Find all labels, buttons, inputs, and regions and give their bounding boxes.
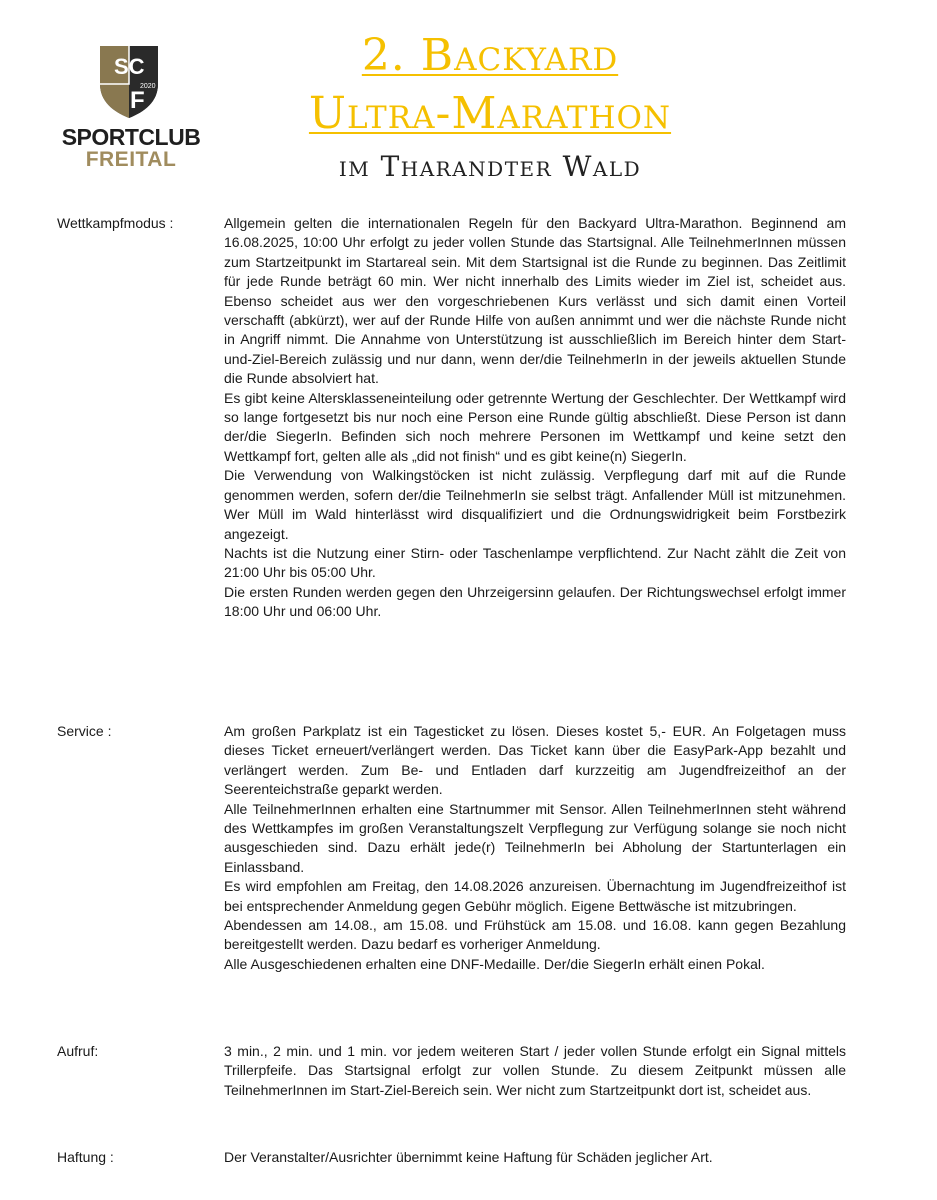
section-content [224, 1042, 846, 1100]
paragraph: Es gibt keine Altersklasseneinteilung oder getrennte Wertung der Geschlechter. Der Wettkampf wird so lange fortgesetzt bis nur noch eine Person eine Runde gültig abschließt. Diese Person ist dann der/die SiegerIn. Befinden sich noch mehrere Personen im Wettkampf und keine setzt den Wettkampf fort, gelten alle als „did not finish“ und es gibt keine(n) SiegerIn. [224, 389, 846, 464]
section-label: Wettkampfmodus : [57, 215, 174, 231]
svg-text:F: F [130, 87, 145, 114]
title-line1: 2. Backyard [361, 30, 619, 81]
section-content [224, 1148, 846, 1167]
paragraph: Allgemein gelten die internationalen Regeln für den Backyard Ultra-Marathon. Beginnend am 16.08.2025, 10:00 Uhr erfolgt zu jeder vollen Stunde das Startsignal. Alle TeilnehmerInnen müssen zum Startzeitpunkt im Startareal sein. Mit dem Startsignal ist die Runde zu beginnen. Das Zeitlimit für jede Runde beträgt 60 min. Wer nicht innerhalb des Limits wieder im Ziel ist, scheidet aus. Ebenso scheidet aus wer den vorgeschriebenen Kurs verlässt und sich damit einen Vorteil verschafft (abkürzt), wer auf der Runde Hilfe von außen annimmt und wer die nächste Runde nicht in Angriff nimmt. Die Annahme von Unterstützung ist ausschließlich im Bereich hinter dem Start- und-Ziel-Bereich zulässig und nur dann, wenn der/die TeilnehmerIn in der jeweils aktuellen Stunde die Runde absolviert hat. [224, 215, 846, 387]
logo-name-line2: FREITAL [85, 148, 177, 171]
logo-name-line1: SPORTCLUB [61, 124, 201, 150]
shield-icon [96, 44, 162, 120]
section-content [224, 214, 846, 622]
section-label: Haftung : [57, 1149, 114, 1165]
paragraph: Die Verwendung von Walkingstöcken ist nicht zulässig. Verpflegung darf mit auf die Runde genommen werden, sofern der/die TeilnehmerIn sie selbst trägt. Anfallender Müll ist mitzunehmen. Wer Müll im Wald hinterlässt wird disqualifiziert und die Ordnungswidrigkeit beim Forstbezirk angezeigt. [224, 467, 846, 542]
paragraph: Nachts ist die Nutzung einer Stirn- oder Taschenlampe verpflichtend. Zur Nacht zählt die Zeit von 21:00 Uhr bis 05:00 Uhr. [224, 544, 846, 581]
paragraph: Alle TeilnehmerInnen erhalten eine Startnummer mit Sensor. Allen TeilnehmerInnen steht während des Wettkampfes im großen Veranstaltungszelt Verpflegung zur Verfügung solange sie noch nicht ausgeschieden sind. Dazu erhält jede(r) TeilnehmerIn bei Abholung der Startunterlagen ein Einlassband. [224, 800, 846, 875]
paragraph: 3 min., 2 min. und 1 min. vor jedem weiteren Start / jeder vollen Stunde erfolgt ein Signal mittels Trillerpfeife. Das Startsignal erfolgt zur vollen Stunde. Zu diesem Zeitpunkt müssen alle TeilnehmerInnen im Start-Ziel-Bereich sein. Wer nicht zum Startzeitpunkt dort ist, scheidet aus. [224, 1043, 846, 1098]
paragraph: Der Veranstalter/Ausrichter übernimmt keine Haftung für Schäden jeglicher Art. [224, 1149, 713, 1165]
paragraph: Abendessen am 14.08., am 15.08. und Frühstück am 15.08. und 16.08. kann gegen Bezahlung bereitgestellt werden. Dazu bedarf es vorheriger Anmeldung. [224, 917, 846, 953]
paragraph: Die ersten Runden werden gegen den Uhrzeigersinn gelaufen. Der Richtungswechsel erfolgt immer 18:00 Uhr und 06:00 Uhr. [224, 583, 846, 620]
subtitle: im Tharandter Wald [338, 150, 642, 183]
paragraph: Alle Ausgeschiedenen erhalten eine DNF-Medaille. Der/die SiegerIn erhält einen Pokal. [224, 955, 765, 972]
paragraph: Am großen Parkplatz ist ein Tagesticket zu lösen. Dieses kostet 5,- EUR. An Folgetagen muss dieses Ticket erneuert/verlängert werden. Das Ticket kann über die EasyPark-App bezahlt und verlängert werden. Zum Be- und Entladen darf kurzzeitig am Jugendfreizeithof an der Seerenteichstraße geparkt werden. [224, 723, 846, 798]
section-label: Service : [57, 723, 112, 739]
section-label: Aufruf: [57, 1043, 99, 1059]
section-content [224, 722, 846, 974]
paragraph: Es wird empfohlen am Freitag, den 14.08.2026 anzureisen. Übernachtung im Jugendfreizeithof ist bei entsprechender Anmeldung gegen Gebühr möglich. Eigene Bettwäsche ist mitzubringen. [224, 878, 846, 914]
sportclub-logo [56, 44, 206, 179]
title-line2: Ultra-Marathon [308, 88, 672, 139]
svg-text:SC: SC [114, 54, 145, 79]
svg-text:2020: 2020 [140, 83, 156, 90]
